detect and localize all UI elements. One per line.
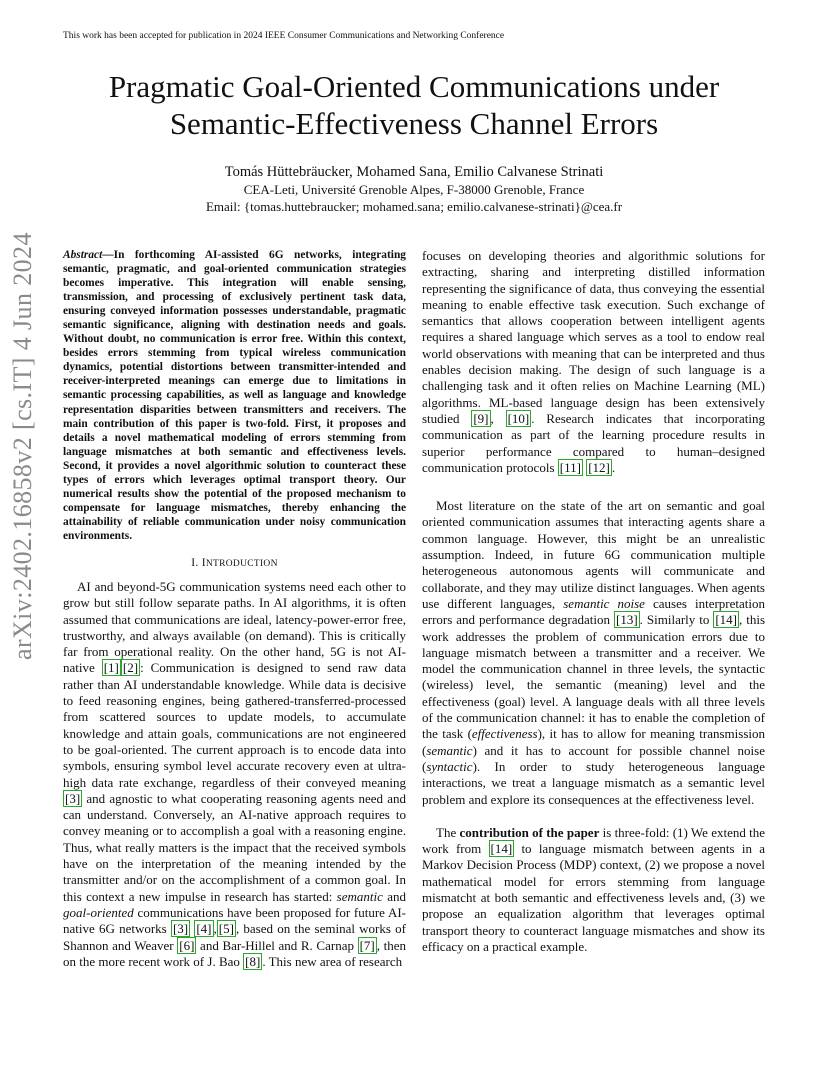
- section-heading-introduction: [63, 557, 406, 569]
- citation-link[interactable]: [1]: [103, 660, 119, 676]
- abstract-dash: —: [102, 249, 114, 261]
- title-line-1: Pragmatic Goal-Oriented Communications under: [108, 69, 720, 104]
- author-list: Tomás Hüttebräucker, Mohamed Sana, Emilio Calvanese Strinati: [224, 164, 604, 180]
- left-column: [63, 248, 406, 970]
- citation-link[interactable]: [6]: [179, 937, 195, 953]
- citation-link[interactable]: [3]: [172, 921, 189, 937]
- citation-link[interactable]: [14]: [490, 841, 513, 857]
- section-title: NTRODUCTION: [205, 558, 278, 569]
- citation-link[interactable]: [4]: [196, 921, 212, 937]
- citation-link[interactable]: [2]: [122, 660, 139, 676]
- citation-link[interactable]: [5]: [218, 921, 234, 937]
- section-numeral: I. I: [191, 556, 206, 569]
- abstract-label: Abstract: [63, 249, 103, 261]
- citation-link[interactable]: [13]: [616, 612, 638, 628]
- citation-link[interactable]: [3]: [65, 790, 81, 806]
- citation-link[interactable]: [9]: [473, 410, 489, 426]
- body-paragraph: Most literature on the state of the art on semantic and goal oriented communication assumes that interacting agents share a common language. However, this might be an unrealistic assumption. Indeed, in future 6G communication multiple heterogeneous autonomous agents will communicate and collaborate, and they may utilize distinct languages. When agents use different languages, semantic noise causes interpretation errors and performance degradation [13] . Similarly to [14] , this work addresses the problem of communication errors due to language mismatch between a transmitter and a receiver. We model the communication channel in three levels, the syntactic (wireless) level, the semantic (meaning) level and the effectiveness (goal) level. A language deals with all three levels of the communication channel: it has to enable the completion of the task (effectiveness), it has to allow for meaning transmission (semantic) and it has to account for possible channel noise (syntactic). In order to study heterogeneous language interactions, we treat a language mismatch as a semantic level problem and explore its consequences at the effectiveness level.: [422, 498, 765, 807]
- abstract-text: In forthcoming AI-assisted 6G networks, integrating semantic, pragmatic, and goal-oriented communication strategies becomes imperative. This integration will enable sensing, transmission, and processing of exclusively pertinent task data, ensuring conveyed information possesses understandable, pragmatic semantic significance, aligning with destination needs and goals. Without doubt, no communication is error free. Within this context, besides errors stemming from typical wireless communication dynamics, potential distortions between transmitter-intended and receiver-interpreted meanings can emerge due to limitations in semantic processing capabilities, as well as language and knowledge representation disparities between transmitters and receivers. The main contribution of this paper is two-fold. First, it proposes and details a novel mathematical modeling of errors stemming from language mismatches at both semantic and effectiveness levels. Second, it provides a novel algorithmic solution to counteract these types of errors which leverages optimal transport theory. Our numerical results show the potential of the proposed mechanism to compensate for language mismatches, thereby enhancing the attainability of reliable communication under noisy communication environments.: [63, 249, 406, 542]
- body-paragraph: focuses on developing theories and algorithmic solutions for extracting, sharing and interpreting distilled information representing the significance of data, thus conveying the essential meaning to enable effective task execution. Such exchange of semantics that allows cooperation between intelligent agents requires a shared language which serves as a tool to endow real world observations with meaning that can be interpreted and thus enables decision making. The design of such language is a challenging task and it often relies on Machine Learning (ML) algorithms. ML-based language design has been extensively studied [9] , [10] . Research indicates that incorporating communication as part of the learning procedure results in superior performance compared to human–designed communication protocols [11] [12] .: [422, 248, 766, 475]
- arxiv-identifier: arXiv:2402.16858v2 [cs.IT] 4 Jun 2024: [8, 232, 37, 660]
- contribution-paragraph: The contribution of the paper is three-fold: (1) We extend the work from [14] to language mismatch between agents in a Markov Decision Process (MDP) context, (2) we propose a novel mathematical model for errors stemming from language mismatcht at both semantic and effectiveness levels and, (3) we propose an equalization algorithm that leverages optimal transport theory to counteract language mismatches and show its efficacy on a practical example.: [422, 824, 766, 954]
- citation-link[interactable]: [12]: [588, 459, 610, 475]
- citation-link[interactable]: [8]: [245, 953, 261, 969]
- right-column: [422, 248, 765, 955]
- publication-notice: This work has been accepted for publication in 2024 IEEE Consumer Communications and Networking Conference: [63, 31, 505, 41]
- citation-link[interactable]: [10]: [507, 410, 530, 426]
- affiliation: CEA-Leti, Université Grenoble Alpes, F-38000 Grenoble, France: [243, 182, 585, 197]
- intro-paragraph: AI and beyond-5G communication systems need each other to grow but still follow separate paths. In AI algorithms, it is often assumed that communications are ideal, latency-power-error free, trustworthy, and always available (on demand). This is critically far from operational reality. On the other hand, 5G is not AI-native [1] [2] : Communication is designed to send raw data rather than AI understandable knowledge. While data is decisive to feed reasoning engines, being gathered-transferred-processed from scattered sources to update models, to accumulate knowledge and attain goals, communications are not engineered to be goal-oriented. The current approach is to encode data into symbols, ensuring symbol level accurate recovery even at ultra-high data rate exchange, regardless of their conveyed meaning [3] and agnostic to what cooperating reasoning agents need and can understand. Conversely, an AI-native approach requires to convey meaning or to accomplish a goal with a reasoning engine. Thus, what really matters is the impact that the received symbols have on the interpretation of the meaning intended by the transmitter and/or on the accomplishment of a common goal. In this context a new impulse in research has started: semantic and goal-oriented communications have been proposed for future AI-native 6G networks [3] [4] , [5] , based on the seminal works of Shannon and Weaver [6] and Bar-Hillel and R. Carnap [7] , then on the more recent work of J. Bao [8] . This new area of research: [63, 578, 407, 969]
- citation-link[interactable]: [7]: [359, 937, 375, 953]
- citation-link[interactable]: [11]: [559, 459, 581, 475]
- citation-link[interactable]: [14]: [715, 612, 737, 628]
- paper-title: [40, 68, 788, 142]
- abstract: [63, 248, 406, 543]
- title-line-2: Semantic-Effectiveness Channel Errors: [169, 106, 659, 141]
- author-emails: Email: {tomas.huttebraucker; mohamed.sana; emilio.calvanese-strinati}@cea.fr: [205, 199, 623, 214]
